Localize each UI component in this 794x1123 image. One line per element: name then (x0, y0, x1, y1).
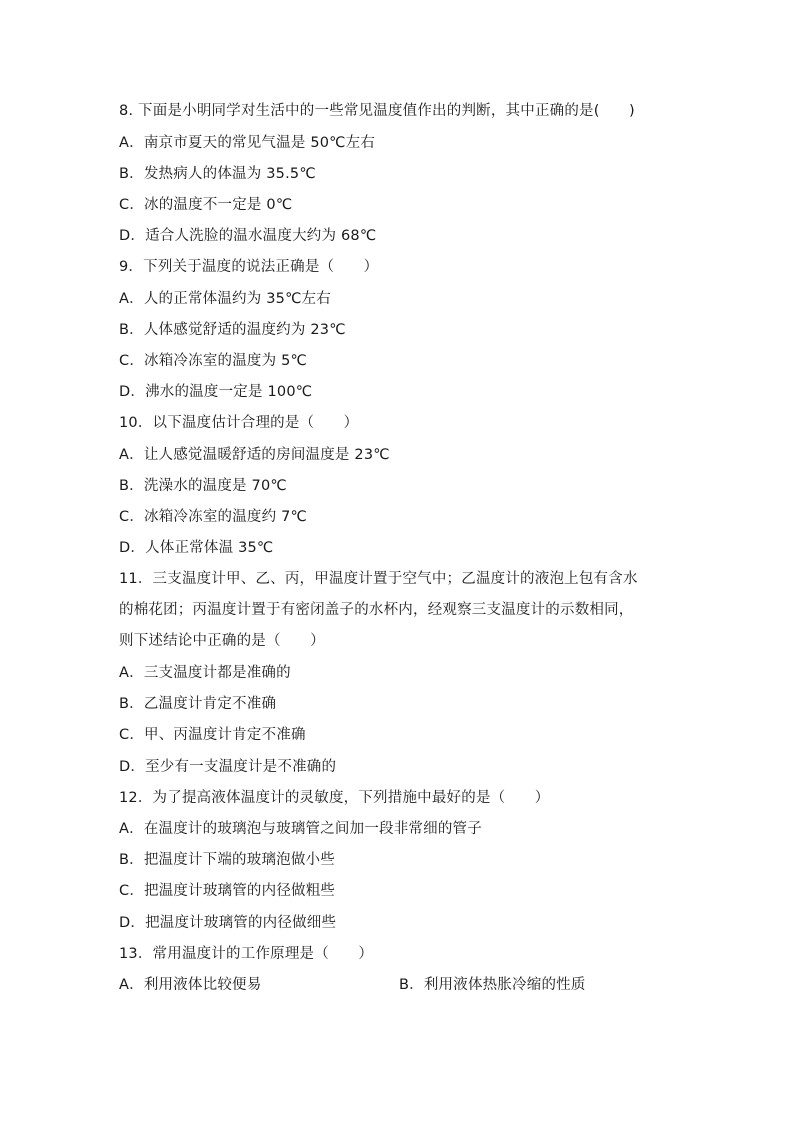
question-10-option-d: D．人体正常体温 35℃ (119, 540, 274, 556)
question-8-option-c: C．冰的温度不一定是 0℃ (119, 197, 293, 213)
question-9-option-d: D．沸水的温度一定是 100℃ (119, 384, 313, 400)
question-11-stem-line-3: 则下述结论中正确的是（ ） (119, 633, 325, 649)
question-9-option-a: A．人的正常体温约为 35℃左右 (119, 291, 331, 307)
question-11-option-c: C．甲、丙温度计肯定不准确 (119, 727, 306, 743)
question-13-stem: 13．常用温度计的工作原理是（ ） (119, 946, 374, 962)
question-11-option-b: B．乙温度计肯定不准确 (119, 696, 277, 712)
question-13-option-b: B．利用液体热胀冷缩的性质 (399, 977, 586, 993)
question-10-stem: 10．以下温度估计合理的是（ ） (119, 415, 359, 431)
question-10-option-a: A．让人感觉温暖舒适的房间温度是 23℃ (119, 447, 390, 463)
question-11-stem-line-2: 的棉花团；丙温度计置于有密闭盖子的水杯内，经观察三支温度计的示数相同， (119, 602, 634, 618)
question-8-option-a: A．南京市夏天的常见气温是 50℃左右 (119, 135, 376, 151)
question-12-option-b: B．把温度计下端的玻璃泡做小些 (119, 852, 335, 868)
question-13-option-a: A．利用液体比较便易 (119, 977, 262, 993)
question-8-option-b: B．发热病人的体温为 35.5℃ (119, 166, 316, 182)
question-10-option-b: B．洗澡水的温度是 70℃ (119, 478, 287, 494)
question-9-option-c: C．冰箱冷冻室的温度为 5℃ (119, 353, 308, 369)
question-12-option-a: A．在温度计的玻璃泡与玻璃管之间加一段非常细的管子 (119, 821, 482, 837)
question-9-stem: 9．下列关于温度的说法正确是（ ） (119, 259, 379, 275)
question-8-option-d: D．适合人洗脸的温水温度大约为 68℃ (119, 228, 377, 244)
question-10-option-c: C．冰箱冷冻室的温度约 7℃ (119, 509, 308, 525)
question-11-stem-line-1: 11．三支温度计甲、乙、丙，甲温度计置于空气中；乙温度计的液泡上包有含水 (119, 571, 638, 587)
question-12-stem: 12．为了提高液体温度计的灵敏度，下列措施中最好的是（ ） (119, 790, 550, 806)
question-8-stem: 8. 下面是小明同学对生活中的一些常见温度值作出的判断，其中正确的是( ) (119, 103, 635, 119)
question-11-option-a: A．三支温度计都是准确的 (119, 665, 291, 681)
question-12-option-c: C．把温度计玻璃管的内径做粗些 (119, 883, 336, 899)
question-9-option-b: B．人体感觉舒适的温度约为 23℃ (119, 322, 346, 338)
question-11-option-d: D．至少有一支温度计是不准确的 (119, 759, 337, 775)
question-12-option-d: D．把温度计玻璃管的内径做细些 (119, 915, 337, 931)
